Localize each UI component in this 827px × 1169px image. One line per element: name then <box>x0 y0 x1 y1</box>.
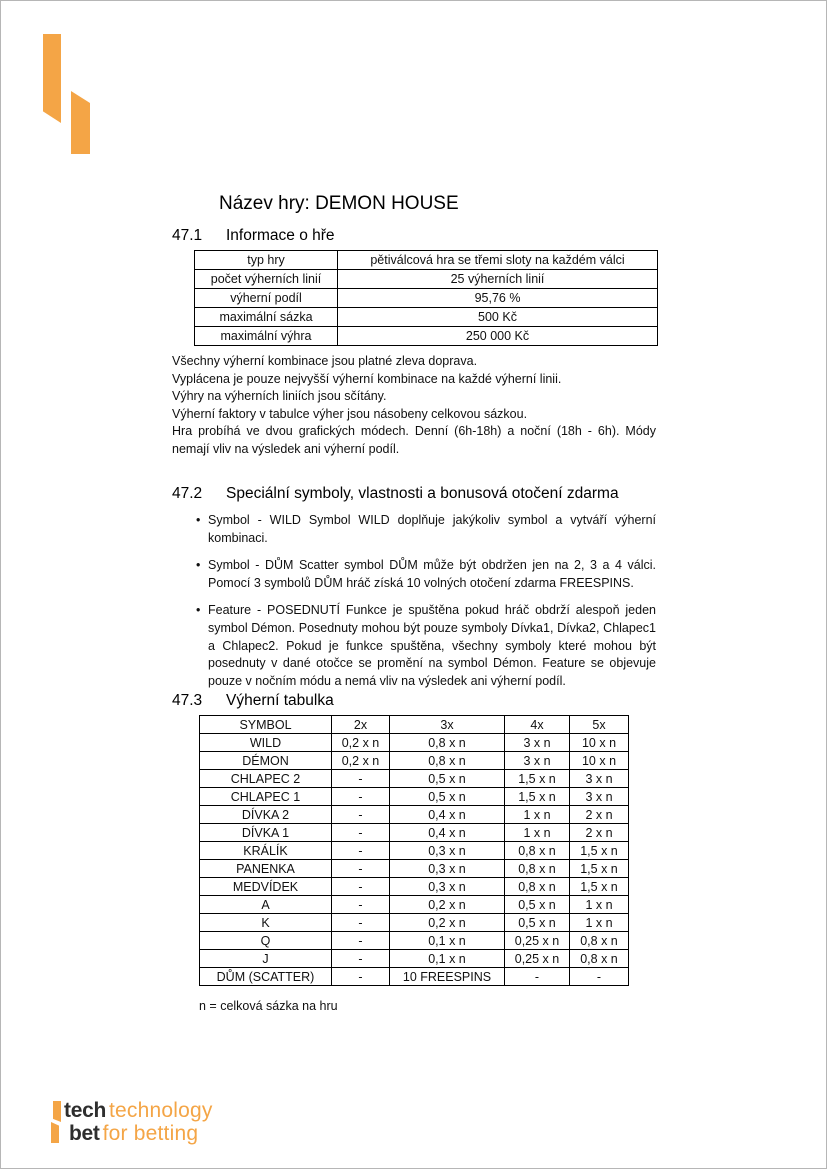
table-cell: KRÁLÍK <box>200 842 332 860</box>
bullet-item-wild: • Symbol - WILD Symbol WILD doplňuje jakýkoliv symbol a vytváří výherní kombinaci. <box>208 512 656 547</box>
table-cell: - <box>332 914 390 932</box>
table-cell: maximální sázka <box>195 308 338 327</box>
bullet-item-feature-posednuti: • Feature - POSEDNUTÍ Funkce je spuštěna pokud hráč obdrží alespoň jeden symbol Démon. Posednuty mohou být pouze symboly Dívka1, Dívka2, Chlapec1 a Chlapec2. Pokud je funkce spuštěna, všechny symboly které mohou být posednuty v dané otočce se promění na symbol Démon. Feature se objevuje pouze v nočním módu a nemá vliv na výsledek ani výherní podíl. <box>208 602 656 690</box>
table-row <box>200 770 629 788</box>
table-cell: 0,3 x n <box>390 878 505 896</box>
table-cell: - <box>332 824 390 842</box>
table-cell: 0,2 x n <box>332 752 390 770</box>
table-row <box>200 968 629 986</box>
table-cell: 1,5 x n <box>505 788 570 806</box>
table-cell: J <box>200 950 332 968</box>
footer-logo-word-for-betting: for betting <box>102 1122 199 1145</box>
table-row <box>200 932 629 950</box>
table-cell: - <box>332 842 390 860</box>
header-cell: 4x <box>505 716 570 734</box>
table-cell: 0,25 x n <box>505 950 570 968</box>
table-cell: 0,8 x n <box>390 734 505 752</box>
table-cell: 500 Kč <box>338 308 658 327</box>
table-cell: 2 x n <box>570 824 629 842</box>
note-line: Výhry na výherních liniích jsou sčítány. <box>172 389 387 403</box>
table-cell: PANENKA <box>200 860 332 878</box>
table-cell: 0,5 x n <box>505 914 570 932</box>
table-row <box>200 752 629 770</box>
section-title: Speciální symboly, vlastnosti a bonusová otočení zdarma <box>226 485 619 502</box>
table-cell: DÍVKA 1 <box>200 824 332 842</box>
table-cell: 1,5 x n <box>570 878 629 896</box>
table-cell: počet výherních linií <box>195 270 338 289</box>
document-content <box>172 194 656 1014</box>
table-cell: 2 x n <box>570 806 629 824</box>
table-cell: 25 výherních linií <box>338 270 658 289</box>
game-info-table-body <box>195 251 658 346</box>
table-cell: MEDVÍDEK <box>200 878 332 896</box>
table-cell: DÉMON <box>200 752 332 770</box>
table-cell: 1 x n <box>570 896 629 914</box>
logo-bar-right <box>71 91 90 154</box>
special-symbols-list <box>172 512 656 690</box>
table-cell: 10 x n <box>570 752 629 770</box>
table-row <box>200 878 629 896</box>
table-cell: 1,5 x n <box>570 842 629 860</box>
table-cell: - <box>332 788 390 806</box>
table-row <box>200 860 629 878</box>
table-cell: 0,5 x n <box>390 770 505 788</box>
table-cell: 3 x n <box>505 734 570 752</box>
table-row <box>195 251 658 270</box>
table-cell: 3 x n <box>570 770 629 788</box>
table-cell: 1 x n <box>505 824 570 842</box>
table-cell: CHLAPEC 2 <box>200 770 332 788</box>
game-info-table <box>194 250 658 346</box>
table-cell: Q <box>200 932 332 950</box>
note-line: Všechny výherní kombinace jsou platné zleva doprava. <box>172 354 478 368</box>
table-cell: - <box>332 806 390 824</box>
game-rules-notes <box>172 353 656 458</box>
table-cell: 10 FREESPINS <box>390 968 505 986</box>
techbet-footer-logo <box>50 1100 213 1146</box>
table-cell: - <box>332 932 390 950</box>
note-line: Hra probíhá ve dvou grafických módech. Denní (6h-18h) a noční (18h - 6h). Módy nemají vliv na výsledek ani výherní podíl. <box>172 424 656 456</box>
logo-bar-left <box>43 34 61 123</box>
section-number: 47.1 <box>172 227 203 244</box>
table-cell: - <box>332 896 390 914</box>
table-row <box>200 842 629 860</box>
header-cell: 3x <box>390 716 505 734</box>
table-row <box>200 788 629 806</box>
table-cell: 0,8 x n <box>570 932 629 950</box>
payout-header-row <box>200 716 629 734</box>
payout-table <box>199 715 629 986</box>
table-cell: 0,8 x n <box>570 950 629 968</box>
section-title: Výherní tabulka <box>226 692 334 710</box>
footer-logo-wordmark <box>64 1100 213 1146</box>
section-number: 47.2 <box>172 485 203 502</box>
note-line: Výherní faktory v tabulce výher jsou násobeny celkovou sázkou. <box>172 406 528 421</box>
table-cell: 1 x n <box>570 914 629 932</box>
table-cell: 0,1 x n <box>390 932 505 950</box>
footer-logo-word-bet: bet <box>69 1122 100 1145</box>
payout-table-head <box>200 716 629 734</box>
table-cell: 0,5 x n <box>390 788 505 806</box>
table-cell: výherní podíl <box>195 289 338 308</box>
table-cell: 0,4 x n <box>390 824 505 842</box>
table-cell: 0,3 x n <box>390 842 505 860</box>
footer-logo-bar-bottom <box>51 1122 59 1143</box>
page-title: Název hry: DEMON HOUSE <box>219 193 459 214</box>
table-row <box>200 914 629 932</box>
table-cell: CHLAPEC 1 <box>200 788 332 806</box>
footer-logo-line-2 <box>69 1123 213 1146</box>
section-title: Informace o hře <box>226 227 335 244</box>
table-cell: 10 x n <box>570 734 629 752</box>
table-cell: 0,2 x n <box>390 896 505 914</box>
bullet-item-dum-scatter: • Symbol - DŮM Scatter symbol DŮM může být obdržen jen na 2, 3 a 4 válci. Pomocí 3 symbolů DŮM hráč získá 10 volných otočení zdarma FREESPINS. <box>208 557 656 592</box>
table-cell: pětiválcová hra se třemi sloty na každém válci <box>338 251 658 270</box>
section-heading-47-3 <box>172 692 656 710</box>
header-cell: SYMBOL <box>200 716 332 734</box>
table-cell: 3 x n <box>570 788 629 806</box>
techbet-logo-icon <box>43 34 91 155</box>
table-cell: - <box>332 968 390 986</box>
table-row <box>195 270 658 289</box>
table-cell: - <box>332 770 390 788</box>
section-heading-47-1 <box>172 227 656 244</box>
table-cell: - <box>332 950 390 968</box>
footer-logo-line-1 <box>64 1100 213 1123</box>
table-row <box>200 806 629 824</box>
section-heading-47-2 <box>172 484 656 504</box>
table-cell: - <box>505 968 570 986</box>
table-cell: 0,3 x n <box>390 860 505 878</box>
payout-table-body <box>200 734 629 986</box>
table-cell: A <box>200 896 332 914</box>
table-cell: 1 x n <box>505 806 570 824</box>
table-cell: 1,5 x n <box>505 770 570 788</box>
table-cell: 250 000 Kč <box>338 327 658 346</box>
table-cell: K <box>200 914 332 932</box>
table-cell: 0,2 x n <box>332 734 390 752</box>
table-cell: 3 x n <box>505 752 570 770</box>
table-row <box>200 824 629 842</box>
table-cell: 0,4 x n <box>390 806 505 824</box>
table-cell: 0,8 x n <box>505 860 570 878</box>
table-cell: DÍVKA 2 <box>200 806 332 824</box>
table-cell: 0,8 x n <box>505 878 570 896</box>
table-cell: 0,1 x n <box>390 950 505 968</box>
table-cell: WILD <box>200 734 332 752</box>
header-cell: 2x <box>332 716 390 734</box>
table-cell: - <box>332 878 390 896</box>
payout-footnote: n = celková sázka na hru <box>199 999 338 1014</box>
table-cell: DŮM (SCATTER) <box>200 968 332 986</box>
section-number: 47.3 <box>172 692 203 710</box>
table-cell: 0,5 x n <box>505 896 570 914</box>
table-cell: 1,5 x n <box>570 860 629 878</box>
table-cell: - <box>570 968 629 986</box>
table-cell: typ hry <box>195 251 338 270</box>
table-cell: 0,25 x n <box>505 932 570 950</box>
footer-logo-word-technology: technology <box>108 1099 213 1122</box>
table-row <box>200 896 629 914</box>
table-row <box>195 289 658 308</box>
table-cell: 95,76 % <box>338 289 658 308</box>
techbet-footer-logo-icon <box>50 1100 63 1144</box>
table-row <box>200 950 629 968</box>
table-row <box>200 734 629 752</box>
table-cell: maximální výhra <box>195 327 338 346</box>
header-cell: 5x <box>570 716 629 734</box>
footer-logo-bar-top <box>53 1101 61 1122</box>
table-cell: 0,2 x n <box>390 914 505 932</box>
table-cell: 0,8 x n <box>390 752 505 770</box>
table-cell: 0,8 x n <box>505 842 570 860</box>
table-cell: - <box>332 860 390 878</box>
table-row <box>195 327 658 346</box>
table-row <box>195 308 658 327</box>
note-line: Vyplácena je pouze nejvyšší výherní kombinace na každé výherní linii. <box>172 371 562 386</box>
footer-logo-word-tech: tech <box>64 1099 106 1122</box>
